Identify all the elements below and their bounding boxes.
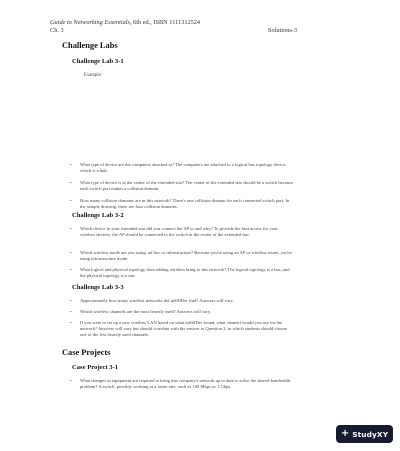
lab1-title: Challenge Lab 3-1	[72, 58, 124, 65]
lab3-title: Challenge Lab 3-3	[72, 284, 124, 291]
bullet: •	[70, 180, 72, 185]
bullet: •	[70, 320, 72, 325]
bullet: •	[70, 267, 72, 272]
list-item: • Which device in your extended star did you connect the AP to and why? To provide the best access for your wireless devices, the AP should be connected to the switch in the center of the extended star.	[70, 226, 278, 237]
bullet: •	[70, 162, 72, 167]
lab2-title: Challenge Lab 3-2	[72, 212, 124, 219]
list-item: • What changes in equipment are required to bring this company's network up to date to solve the shared-bandwidth problem? A switch, possibly working at a faster rate, such as 100 Mbps or 1 Gbps.	[70, 378, 291, 389]
example-label: Example:	[84, 73, 102, 78]
challenge-labs-heading: Challenge Labs	[62, 41, 118, 50]
running-header	[50, 19, 200, 26]
chapter-label: Ch. 3	[50, 27, 64, 34]
bullet: •	[70, 198, 72, 203]
plus-icon: +	[340, 428, 350, 439]
example-figure	[74, 99, 314, 151]
list-item: • What logical and physical topology does adding wireless bring to this network? The logical topology is a bus, and the physical topology is a star.	[70, 267, 290, 278]
studyxy-logo-text: StudyXY	[352, 429, 389, 439]
list-item: • What type of device is at the center of the extended star? The center of the extended star should be a switch because each switch port makes a collision domain.	[70, 180, 293, 191]
bullet: •	[70, 298, 72, 303]
list-item: • If you were to set up a new wireless LAN based on what inSSIDer found, what channel would you use for the network? Answers will vary but should correlate with the answer to Question 2, in which students should choose one of the less heavily used channels.	[70, 320, 288, 337]
bullet: •	[70, 309, 72, 314]
bullet: •	[70, 226, 72, 231]
book-title: Guide to Networking Essentials	[50, 19, 130, 26]
case-projects-heading: Case Projects	[62, 348, 111, 357]
bullet: •	[70, 250, 72, 255]
bullet: •	[70, 378, 72, 383]
list-item: • Which wireless mode are you using: ad hoc or infrastructure? Because you're using an AP or wireless router, you're using infrastructure mode.	[70, 250, 292, 261]
list-item: • Which wireless channels are the most heavily used? Answers will vary.	[70, 309, 211, 314]
page-label: Solutions-3	[268, 27, 298, 34]
book-edition: , 6th ed., ISBN 1111312524	[129, 19, 201, 26]
list-item: • How many collision domains are in this network? There's one collision domain for each connected switch port. In the sample drawing, there are four collision domains.	[70, 198, 290, 209]
studyxy-badge[interactable]	[336, 425, 393, 443]
list-item: • Approximately how many wireless networks did inSSIDer find? Answers will vary.	[70, 298, 234, 303]
list-item: • What type of device are the computers attached to? The computers are attached to a logical bus topology device, which is a hub.	[70, 162, 287, 173]
project1-title: Case Project 3-1	[72, 364, 119, 371]
